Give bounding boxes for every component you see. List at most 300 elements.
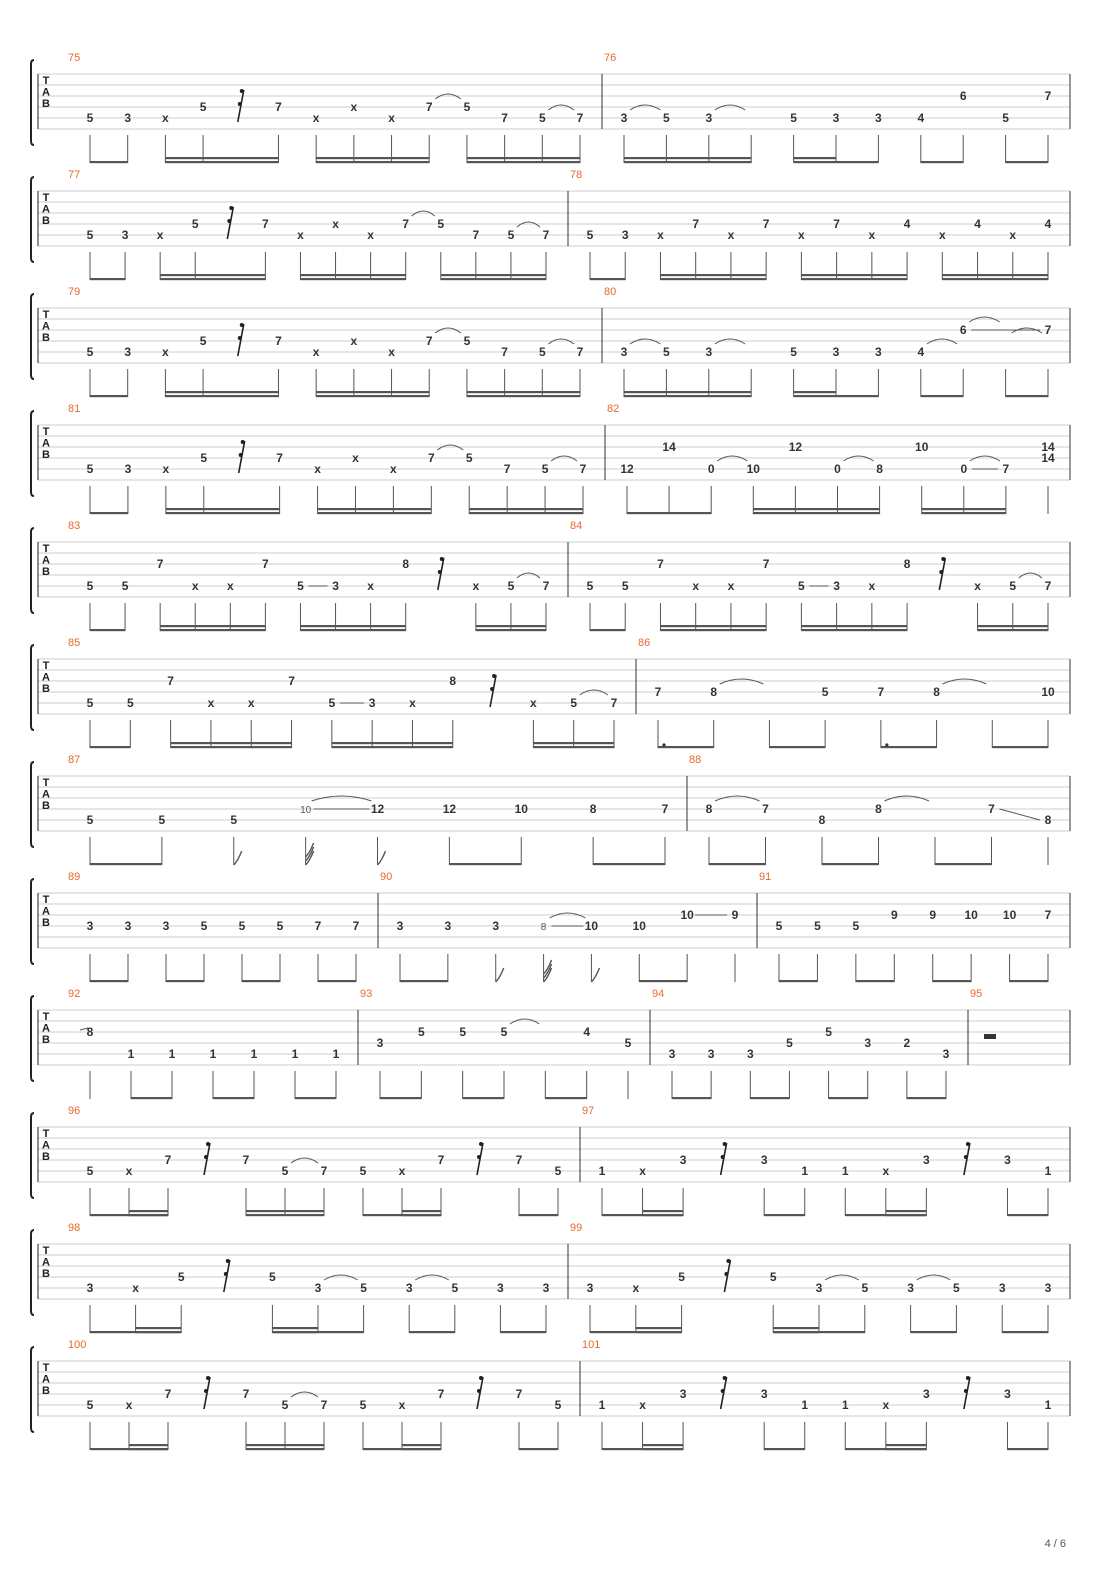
tie-arc <box>551 456 577 461</box>
tie-arc <box>324 1275 358 1280</box>
fret-number: x <box>312 345 320 359</box>
fret-number: 5 <box>541 462 549 476</box>
beam <box>643 1210 684 1212</box>
tab-clef-letter: B <box>42 1385 50 1397</box>
fret-number: 7 <box>610 696 618 710</box>
tie-arc <box>550 913 586 918</box>
fret-number: 10 <box>300 805 312 816</box>
rest-dot <box>238 102 242 106</box>
beam <box>160 274 265 276</box>
beam <box>160 278 265 280</box>
beam <box>773 1327 819 1329</box>
fret-number: 3 <box>396 919 404 933</box>
fret-number: x <box>882 1398 890 1412</box>
tab-clef-letter: T <box>42 426 50 438</box>
rest-dot <box>206 1376 210 1380</box>
fret-number: 5 <box>451 1281 459 1295</box>
beam <box>1006 395 1048 397</box>
fret-number: 3 <box>875 345 882 359</box>
tab-clef-letter: A <box>42 554 50 567</box>
fret-number: 1 <box>332 1047 340 1061</box>
beam <box>166 980 204 982</box>
fret-number: 8 <box>875 802 882 816</box>
fret-number: 1 <box>250 1047 258 1061</box>
rest-dot <box>204 1155 208 1159</box>
rest-dot <box>206 1142 210 1146</box>
fret-number: 5 <box>624 1036 632 1050</box>
fret-number: 5 <box>821 685 829 699</box>
fret-number: 3 <box>376 1036 384 1050</box>
rest-sixteenth <box>238 324 244 356</box>
beam <box>213 1097 254 1099</box>
fret-number: 7 <box>275 334 282 348</box>
beam <box>942 278 1048 280</box>
staff-bracket <box>31 411 34 496</box>
measure-number: 96 <box>68 1105 81 1117</box>
tab-clef-letter: B <box>42 1268 50 1280</box>
beam <box>246 1448 324 1450</box>
tab-clef-letter: B <box>42 917 50 929</box>
beam <box>709 863 766 865</box>
fret-number: x <box>388 345 395 359</box>
fret-number: 7 <box>402 217 410 231</box>
fret-number: 5 <box>786 1036 793 1050</box>
staff-bracket <box>31 879 34 964</box>
tab-clef-letter: B <box>42 98 50 110</box>
fret-number: 5 <box>798 579 805 593</box>
beam <box>801 625 907 627</box>
tab-clef-letter: B <box>42 566 50 578</box>
fret-number: 7 <box>156 557 164 571</box>
staff-bracket <box>31 177 34 262</box>
fret-number: x <box>367 579 374 593</box>
rest-dot <box>224 1272 228 1276</box>
fret-number: 7 <box>427 451 435 465</box>
tie-arc <box>844 456 874 461</box>
fret-number: 5 <box>586 228 594 242</box>
beam <box>318 508 432 510</box>
fret-number: 3 <box>705 345 713 359</box>
tab-clef-letter: T <box>42 894 50 906</box>
beam <box>295 1097 336 1099</box>
beam <box>160 629 265 631</box>
fret-number: 1 <box>841 1164 849 1178</box>
beam <box>469 508 583 510</box>
fret-number: 5 <box>199 334 207 348</box>
fret-number: x <box>398 1398 406 1412</box>
fret-number: 3 <box>864 1036 872 1050</box>
fret-number: 3 <box>542 1281 550 1295</box>
fret-number: 1 <box>209 1047 217 1061</box>
beam <box>636 1327 682 1329</box>
tab-clef-letter: T <box>42 1128 50 1140</box>
fret-number: 3 <box>621 228 629 242</box>
beam <box>590 629 625 631</box>
beam <box>533 746 614 748</box>
fret-number: 7 <box>320 1164 328 1178</box>
measure-number: 79 <box>68 286 81 298</box>
fret-number: 5 <box>359 1398 367 1412</box>
fret-number: 9 <box>929 908 937 922</box>
tab-clef-letter: T <box>42 1362 50 1374</box>
fret-number: x <box>798 228 805 242</box>
fret-number: x <box>162 462 170 476</box>
measure-number: 97 <box>582 1105 595 1117</box>
rest-sixteenth <box>724 1260 730 1292</box>
fret-number: 5 <box>360 1281 367 1295</box>
beam <box>921 161 963 163</box>
rest-sixteenth <box>204 1143 210 1175</box>
staff-bracket <box>31 1230 34 1315</box>
fret-number: x <box>727 228 735 242</box>
fret-number: 5 <box>538 111 546 125</box>
beam <box>402 1214 441 1216</box>
fret-number: x <box>350 100 358 114</box>
rest-sixteenth <box>438 558 444 590</box>
beam <box>643 1448 684 1450</box>
beam <box>476 629 546 631</box>
fret-number: 7 <box>275 100 282 114</box>
fret-number: 10 <box>1002 908 1017 922</box>
measure-number: 85 <box>68 637 81 649</box>
fret-number: 5 <box>586 579 594 593</box>
staff-bracket <box>31 294 34 379</box>
rest-dot <box>724 1272 728 1276</box>
fret-number: 7 <box>437 1387 445 1401</box>
fret-number: 5 <box>570 696 578 710</box>
beam <box>911 1331 957 1333</box>
fret-number: 7 <box>762 802 769 816</box>
beam <box>166 508 280 510</box>
beam <box>131 1097 172 1099</box>
rest-sixteenth <box>477 1143 483 1175</box>
fret-number: 10 <box>584 919 599 933</box>
beam <box>165 395 278 397</box>
fret-number: 3 <box>707 1047 715 1061</box>
fret-number: 7 <box>542 228 550 242</box>
beam <box>907 1097 946 1099</box>
beam <box>316 161 429 163</box>
rest-dot <box>240 323 244 327</box>
rest-dot <box>966 1376 970 1380</box>
note-flag <box>378 851 386 865</box>
fret-number: 5 <box>86 462 94 476</box>
fret-number: 5 <box>86 228 94 242</box>
beam <box>753 512 879 514</box>
fret-number: 8 <box>449 674 457 688</box>
tab-clef-letter: A <box>42 1139 50 1152</box>
tie-arc <box>715 796 760 801</box>
fret-number: 5 <box>281 1164 289 1178</box>
tab-clef-letter: B <box>42 683 50 695</box>
tab-clef-letter: A <box>42 905 50 918</box>
tie-arc <box>548 105 574 110</box>
fret-number: x <box>639 1164 646 1178</box>
beam <box>672 1097 711 1099</box>
fret-number: 5 <box>86 813 94 827</box>
tie-arc <box>917 1275 951 1280</box>
rest-sixteenth <box>490 675 496 707</box>
rest-dot <box>241 440 245 444</box>
fret-number: 12 <box>788 440 803 454</box>
beam <box>933 980 971 982</box>
fret-number: 5 <box>861 1281 869 1295</box>
fret-number: 5 <box>852 919 860 933</box>
beam <box>779 980 817 982</box>
beam <box>300 629 405 631</box>
tab-clef-letter: A <box>42 86 50 99</box>
rest-sixteenth <box>477 1377 483 1409</box>
beam <box>171 746 292 748</box>
fret-number: 7 <box>242 1153 250 1167</box>
fret-number: x <box>632 1281 640 1295</box>
rest-dot <box>240 89 244 93</box>
fret-number: 3 <box>124 111 132 125</box>
fret-number: 7 <box>276 451 283 465</box>
fret-number: 5 <box>538 345 546 359</box>
fret-number: 5 <box>621 579 629 593</box>
beam <box>246 1210 324 1212</box>
fret-number: 10 <box>680 908 694 922</box>
beam <box>624 157 751 159</box>
fret-number: x <box>938 228 946 242</box>
tie-arc <box>415 1275 449 1280</box>
measure-number: 81 <box>68 403 81 415</box>
rest-dot <box>964 1389 968 1393</box>
fret-number: x <box>247 696 255 710</box>
fret-number: 2 <box>903 1036 911 1050</box>
fret-number: 5 <box>790 111 797 125</box>
fret-number: 7 <box>657 557 664 571</box>
fret-number: 7 <box>352 919 360 933</box>
fret-number: 7 <box>877 685 885 699</box>
fret-number: 3 <box>679 1387 687 1401</box>
tab-clef-letter: A <box>42 203 50 216</box>
fret-number: 3 <box>332 579 339 593</box>
fret-number: 8 <box>589 802 597 816</box>
fret-number: 1 <box>598 1164 606 1178</box>
tie-arc <box>312 796 372 801</box>
measure-number: 100 <box>68 1339 87 1351</box>
fret-number: 3 <box>832 111 840 125</box>
beam <box>519 1214 558 1216</box>
beam <box>129 1210 168 1212</box>
fret-number: x <box>162 345 169 359</box>
beam <box>272 1327 318 1329</box>
beam <box>318 980 356 982</box>
tab-clef-letter: B <box>42 1034 50 1046</box>
beam <box>801 278 907 280</box>
fret-number: 1 <box>1044 1164 1052 1178</box>
fret-number: 7 <box>576 345 584 359</box>
fret-number: 10 <box>632 919 646 933</box>
fret-number: 7 <box>692 217 700 231</box>
rest-dot <box>966 1142 970 1146</box>
fret-number: 5 <box>269 1270 276 1284</box>
fret-number: 3 <box>746 1047 754 1061</box>
fret-number: x <box>868 579 876 593</box>
fret-number: 4 <box>1044 217 1052 231</box>
fret-number: x <box>132 1281 139 1295</box>
beam <box>90 512 128 514</box>
fret-number: 7 <box>242 1387 250 1401</box>
measure-number: 75 <box>68 52 81 64</box>
beam <box>469 512 583 514</box>
fret-number: 6 <box>959 89 967 103</box>
beam <box>519 1448 558 1450</box>
fret-number: 7 <box>501 111 508 125</box>
fret-number: 12 <box>442 802 457 816</box>
beam <box>409 1331 455 1333</box>
beam <box>300 274 405 276</box>
fret-number: 3 <box>875 111 882 125</box>
beam <box>136 1331 182 1333</box>
beam <box>463 1097 504 1099</box>
fret-number: 5 <box>230 813 238 827</box>
fret-number: 3 <box>620 111 628 125</box>
fret-number: 7 <box>164 1153 172 1167</box>
beam <box>660 274 766 276</box>
tab-clef-letter: A <box>42 671 50 684</box>
tie-arc <box>715 339 745 344</box>
fret-number: x <box>191 579 199 593</box>
fret-number: 5 <box>276 919 284 933</box>
note-flag <box>591 968 599 982</box>
fret-number: 7 <box>1044 908 1052 922</box>
rest-dot <box>477 1155 481 1159</box>
fret-number: 7 <box>515 1387 523 1401</box>
tab-clef-letter: A <box>42 1373 50 1386</box>
tie-arc <box>630 105 660 110</box>
fret-number: 7 <box>425 100 433 114</box>
tie-arc <box>927 339 957 344</box>
beam <box>402 1444 441 1446</box>
fret-number: 5 <box>199 100 207 114</box>
fret-number: 5 <box>86 1398 94 1412</box>
fret-number: 1 <box>598 1398 606 1412</box>
fret-number: 5 <box>500 1025 508 1039</box>
fret-number: 3 <box>998 1281 1006 1295</box>
tab-clef-letter: T <box>42 777 50 789</box>
fret-number: 5 <box>678 1270 685 1284</box>
fret-number: x <box>974 579 981 593</box>
fret-number: 12 <box>370 802 385 816</box>
fret-number: 3 <box>907 1281 914 1295</box>
measure-number: 90 <box>380 871 393 883</box>
rest-dot <box>227 219 231 223</box>
beam <box>90 161 128 163</box>
rest-dot <box>238 336 242 340</box>
beam <box>801 629 907 631</box>
tie-arc <box>970 456 1000 461</box>
tie-arc <box>580 690 608 695</box>
fret-number: 3 <box>668 1047 676 1061</box>
beam <box>467 157 580 159</box>
measure-number: 77 <box>68 169 81 181</box>
fret-number: 7 <box>833 217 840 231</box>
beam <box>794 391 836 393</box>
fret-number: 8 <box>402 557 410 571</box>
fret-number: 6 <box>959 323 967 337</box>
beam <box>500 1331 546 1333</box>
fret-number: 3 <box>679 1153 687 1167</box>
fret-number: 7 <box>515 1153 523 1167</box>
beam <box>90 863 162 865</box>
beam <box>1010 980 1048 982</box>
fret-number: x <box>332 217 339 231</box>
measure-number: 80 <box>604 286 617 298</box>
beam <box>922 508 1006 510</box>
fret-number: 3 <box>1044 1281 1052 1295</box>
staff-bracket <box>31 528 34 613</box>
fret-number: 5 <box>191 217 199 231</box>
rest-dot <box>490 687 494 691</box>
beam <box>921 395 963 397</box>
fret-number: x <box>657 228 664 242</box>
tab-clef-letter: A <box>42 788 50 801</box>
fret-number: 1 <box>801 1398 809 1412</box>
note-flag <box>234 851 242 865</box>
fret-number: 10 <box>964 908 978 922</box>
beam <box>300 625 405 627</box>
rest-dot <box>941 557 945 561</box>
measure-number: 86 <box>638 637 651 649</box>
measure-number: 88 <box>689 754 702 766</box>
rest-sixteenth <box>239 441 245 473</box>
rest-dot <box>440 557 444 561</box>
rest-dot <box>723 1376 727 1380</box>
tie-arc <box>885 796 930 801</box>
tie-arc <box>548 339 574 344</box>
fret-number: 4 <box>583 1025 591 1039</box>
beam <box>402 1210 441 1212</box>
beam <box>836 395 878 397</box>
measure-number: 99 <box>570 1222 583 1234</box>
staff-bracket <box>31 645 34 730</box>
fret-number: x <box>639 1398 646 1412</box>
fret-number: 4 <box>974 217 981 231</box>
tab-clef-letter: T <box>42 1245 50 1257</box>
rhythm-dot <box>885 743 888 746</box>
tab-clef-letter: B <box>42 449 50 461</box>
rhythm-dot <box>662 743 665 746</box>
beam <box>242 980 280 982</box>
fret-number: 3 <box>405 1281 413 1295</box>
measure-number: 83 <box>68 520 81 532</box>
fret-number: 7 <box>762 217 770 231</box>
fret-number: 5 <box>86 111 94 125</box>
fret-number: 3 <box>368 696 376 710</box>
beam <box>171 742 292 744</box>
fret-number: 7 <box>988 802 995 816</box>
note-flag <box>496 968 504 982</box>
fret-number: 7 <box>288 674 295 688</box>
rest-dot <box>721 1389 725 1393</box>
tie-arc <box>517 222 540 227</box>
rest-dot <box>438 570 442 574</box>
beam <box>822 863 879 865</box>
fret-number: x <box>472 579 480 593</box>
fret-number: 14 <box>1041 440 1055 454</box>
beam <box>402 1448 441 1450</box>
fret-number: x <box>868 228 876 242</box>
fret-number: 5 <box>86 696 94 710</box>
beam <box>643 1444 684 1446</box>
fret-number: 3 <box>1004 1153 1011 1167</box>
rest-dot <box>479 1142 483 1146</box>
fret-number: 7 <box>1044 89 1052 103</box>
beam <box>922 512 1006 514</box>
